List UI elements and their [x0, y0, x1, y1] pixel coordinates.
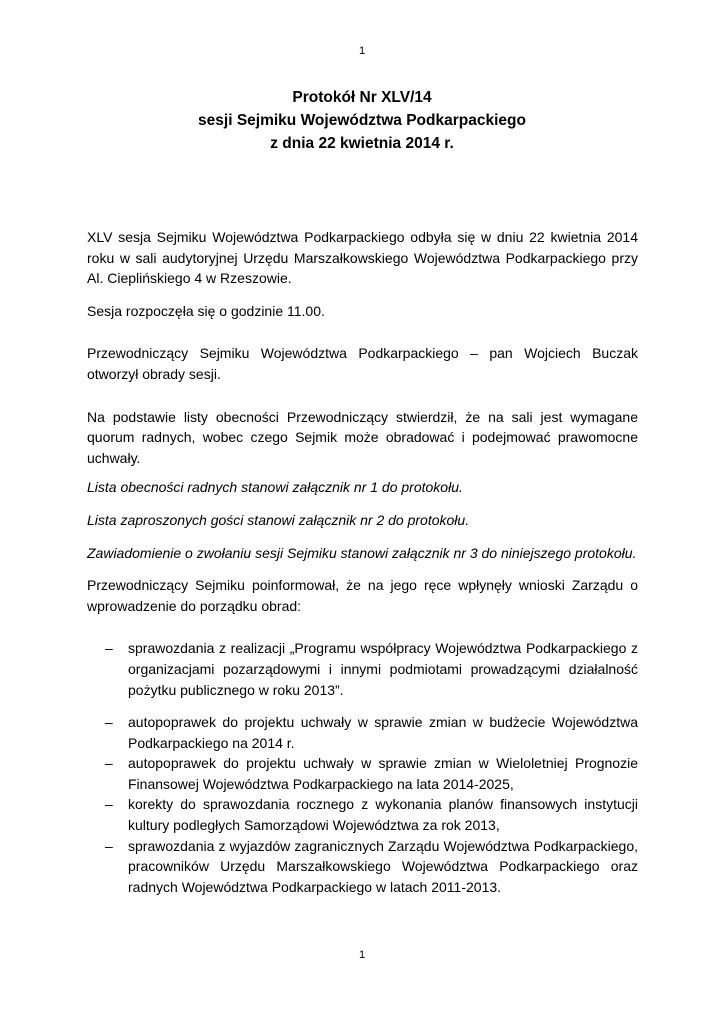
page-number-bottom: 1 — [358, 949, 366, 961]
paragraph-session-location: XLV sesja Sejmiku Województwa Podkarpackiego odbyła się w dniu 22 kwietnia 2014 roku w sali audytoryjnej Urzędu Marszałkowskiego Województwa Podkarpackiego przy Al. Cieplińskiego 4 w Rzeszowie. — [87, 229, 638, 287]
title-line-1: Protokół Nr XLV/14 — [292, 89, 432, 106]
list-dash-marker: – — [105, 714, 113, 731]
list-item-text: autopoprawek do projektu uchwały w sprawie zmian w budżecie Województwa Podkarpackiego na 2014 r. — [128, 714, 638, 751]
list-item — [87, 638, 638, 700]
list-item-text: sprawozdania z realizacji „Programu współpracy Województwa Podkarpackiego z organizacjami pozarządowymi i innymi podmiotami prowadzącymi działalność pożytku publicznego w roku 2013”. — [128, 640, 638, 698]
list-item-text: korekty do sprawozdania rocznego z wykonania planów finansowych instytucji kultury podległych Samorządowi Województwa za rok 2013, — [128, 796, 638, 834]
paragraph-attachment-3: Zawiadomienie o zwołaniu sesji Sejmiku stanowi załącznik nr 3 do niniejszego protokołu. — [87, 544, 637, 561]
list-item-text: autopoprawek do projektu uchwały w sprawie zmian w Wieloletniej Prognozie Finansowej Województwa Podkarpackiego na lata 2014-2025, — [128, 755, 638, 792]
list-item — [87, 712, 638, 753]
list-dash-marker: – — [105, 796, 113, 813]
list-item — [87, 836, 638, 898]
list-dash-marker: – — [105, 837, 113, 854]
document-body — [87, 227, 638, 897]
paragraph-agenda-requests: Przewodniczący Sejmiku poinformował, że na jego ręce wpłynęły wnioski Zarządu o wprowadzenie do porządku obrad: — [87, 577, 638, 614]
list-item — [87, 753, 638, 794]
paragraph-quorum: Na podstawie listy obecności Przewodniczący stwierdził, że na sali jest wymagane quorum radnych, wobec czego Sejmik może obradować i podejmować prawomocne uchwały. — [87, 408, 638, 466]
list-dash-marker: – — [105, 755, 113, 772]
list-item-text: sprawozdania z wyjazdów zagranicznych Zarządu Województwa Podkarpackiego, pracowników Urzędu Marszałkowskiego Województwa Podkarpackiego oraz radnych Województwa Podkarpackiego w latach 2011-2013. — [128, 837, 638, 895]
paragraph-attachment-2: Lista zaproszonych gości stanowi załącznik nr 2 do protokołu. — [87, 511, 470, 528]
title-line-2: sesji Sejmiku Województwa Podkarpackiego — [198, 112, 526, 129]
page-number-top: 1 — [358, 45, 366, 57]
list-item — [87, 794, 638, 835]
paragraph-attachment-1: Lista obecności radnych stanowi załącznik nr 1 do protokołu. — [87, 479, 463, 496]
paragraph-session-start: Sesja rozpoczęła się o godzinie 11.00. — [87, 302, 325, 319]
agenda-request-list — [87, 638, 638, 897]
list-dash-marker: – — [105, 640, 113, 657]
paragraph-chairman-opening: Przewodniczący Sejmiku Województwa Podkarpackiego – pan Wojciech Buczak otworzył obrady sesji. — [87, 345, 638, 382]
title-line-3: z dnia 22 kwietnia 2014 r. — [270, 135, 454, 152]
document-title — [0, 86, 724, 155]
